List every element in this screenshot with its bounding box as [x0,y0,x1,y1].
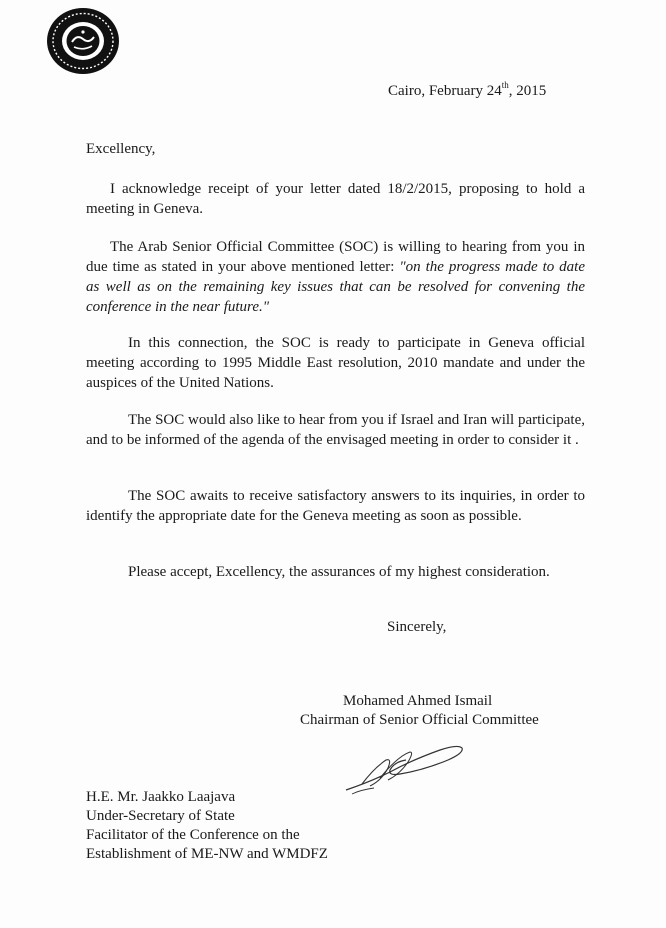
paragraph-soc-willingness: The Arab Senior Official Committee (SOC) is willing to hearing from you in due time as stated in your above mentioned letter: "on the progress made to date as well as on the remaining key issues that can be resolved for convening the conference in the near future." [86,239,585,315]
addressee-position: Under-Secretary of State [86,808,235,824]
quoted-excerpt: "on the progress made to date as well as on the remaining key issues that can be resolved for convening the conference in the near future." [86,259,585,315]
paragraph-assurances: Please accept, Excellency, the assurances of my highest consideration. [128,564,550,580]
handwritten-signature-icon [340,738,470,798]
addressee-role: Facilitator of the Conference on the [86,827,300,843]
salutation: Excellency, [86,141,156,157]
signatory-name: Mohamed Ahmed Ismail [343,693,493,709]
letter-date: Cairo, February 24th, 2015 [388,80,547,99]
paragraph-inquiries: The SOC awaits to receive satisfactory answers to its inquiries, in order to identify the appropriate date for the Geneva meeting as soon as possible. [86,488,585,524]
paragraph-acknowledgement: I acknowledge receipt of your letter dated 18/2/2015, proposing to hold a meeting in Geneva. [86,181,585,217]
addressee-block [86,788,328,864]
paragraph-participation: In this connection, the SOC is ready to participate in Geneva official meeting according to 1995 Middle East resolution, 2010 mandate and under the auspices of the United Nations. [86,335,585,391]
paragraph-israel-iran: The SOC would also like to hear from you if Israel and Iran will participate, and to be informed of the agenda of the envisaged meeting in order to consider it . [86,412,585,448]
signatory-title: Chairman of Senior Official Committee [300,712,539,728]
addressee-role-continued: Establishment of ME-NW and WMDFZ [86,846,328,862]
closing: Sincerely, [387,619,447,635]
arab-league-seal-icon [44,6,122,76]
addressee-name: H.E. Mr. Jaakko Laajava [86,789,236,805]
